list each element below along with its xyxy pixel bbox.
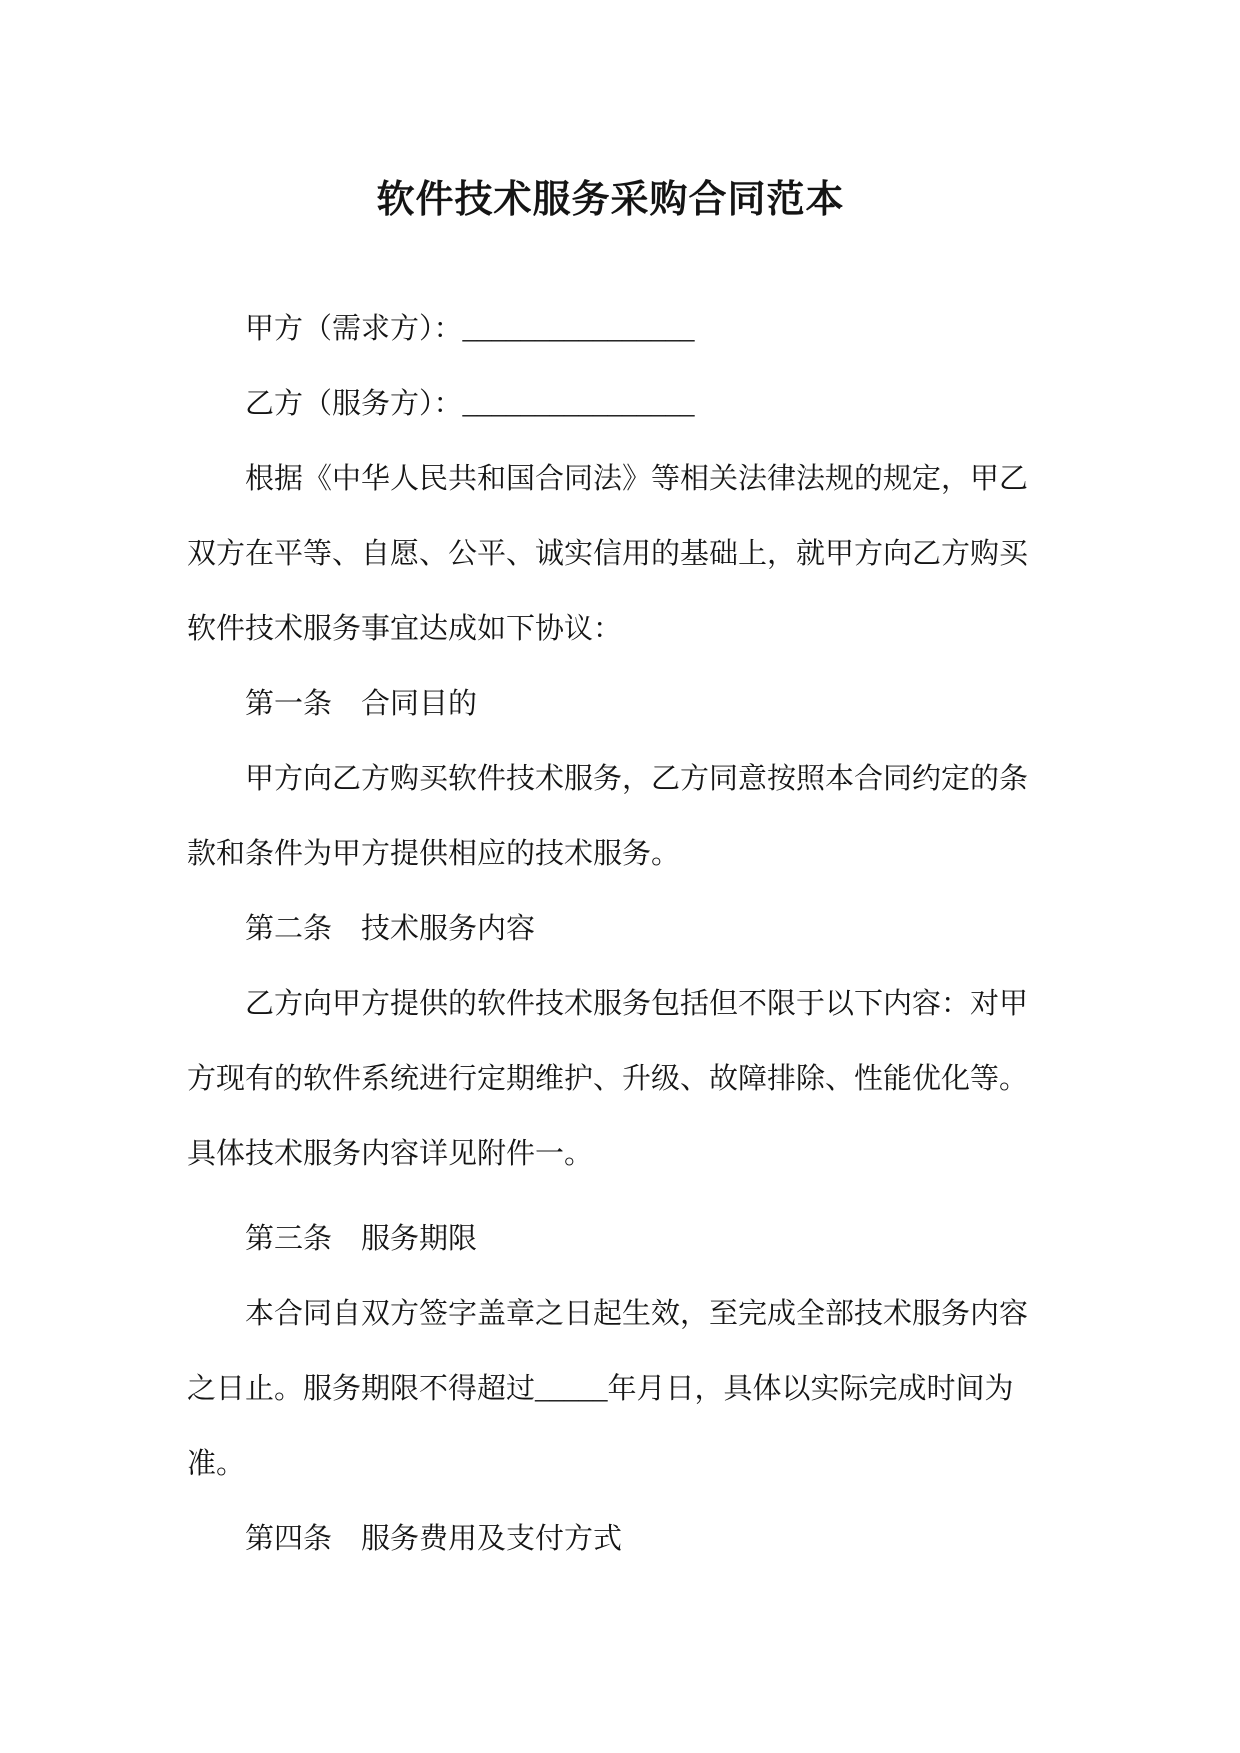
clause-1-heading: 第一条 合同目的 (245, 688, 478, 720)
party-a-blank-line: ________________ (462, 313, 695, 345)
clause-3-body-before-blank: 本合同自双方签字盖章之日起生效，至完成全部技术服务内容之日止。服务期限不得超过 (187, 1298, 1029, 1405)
clause-3-body-after-blank: 年月日，具体以实际完成时间为准。 (187, 1373, 1014, 1480)
clause-4-heading: 第四条 服务费用及支付方式 (245, 1523, 623, 1555)
clause-3-duration-blank-line: _____ (535, 1373, 608, 1405)
clause-2-heading: 第二条 技术服务内容 (245, 913, 536, 945)
clause-3-body (187, 1277, 1034, 1502)
party-b-line (187, 367, 1034, 442)
party-a-label: 甲方（需求方）： (245, 313, 463, 345)
party-a-line (187, 292, 1034, 367)
party-b-label: 乙方（服务方）： (245, 388, 463, 420)
party-b-blank-line: ________________ (462, 388, 695, 420)
document-title: 软件技术服务采购合同范本 (376, 179, 845, 221)
clause-3-heading: 第三条 服务期限 (245, 1223, 478, 1255)
preamble-paragraph: 根据《中华人民共和国合同法》等相关法律法规的规定，甲乙双方在平等、自愿、公平、诚实信用的基础上，就甲方向乙方购买软件技术服务事宜达成如下协议： (187, 463, 1029, 645)
clause-2-body: 乙方向甲方提供的软件技术服务包括但不限于以下内容：对甲方现有的软件系统进行定期维护、升级、故障排除、性能优化等。具体技术服务内容详见附件一。 (187, 988, 1029, 1170)
clause-1-body: 甲方向乙方购买软件技术服务，乙方同意按照本合同约定的条款和条件为甲方提供相应的技术服务。 (187, 763, 1029, 870)
